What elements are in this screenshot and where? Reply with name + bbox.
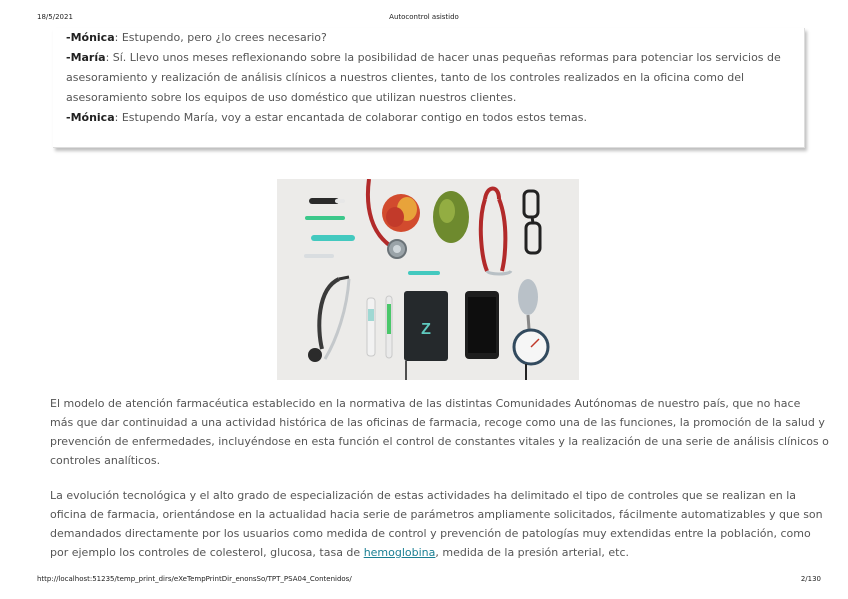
paragraph-line: oficina de farmacia, orientándose en la actualidad hacia serie de parámetros ampliamente solicitados, fácilmente automatizables y que son (50, 508, 823, 521)
svg-text:Z: Z (421, 321, 431, 338)
print-footer (0, 575, 848, 587)
paragraph-evolucion-tecnologica (50, 486, 823, 562)
hemoglobina-link[interactable]: hemoglobina (363, 546, 436, 559)
paragraph-line: La evolución tecnológica y el alto grado de especialización de estas actividades ha delimitado el tipo de controles que se realizan en la (50, 489, 796, 502)
dialog-text: : Sí. Llevo unos meses reflexionando sobre la posibilidad de hacer unas pequeñas reformas para potenciar los servicios de (105, 51, 781, 64)
dialog-text: asesoramiento sobre los equipos de uso doméstico que utilizan nuestros clientes. (66, 91, 517, 104)
speaker: -Mónica (66, 111, 115, 124)
dialog-line (66, 28, 327, 47)
dialog-line (66, 48, 781, 67)
paragraph-text: , medida de la presión arterial, etc. (435, 546, 630, 559)
print-page-title: Autocontrol asistido (389, 13, 459, 21)
dialog-line (66, 88, 516, 107)
smartphone-icon (465, 291, 499, 359)
dialog-line (66, 68, 744, 87)
dialog-box (53, 28, 805, 148)
medical-devices-photo (277, 179, 579, 380)
dialog-line (66, 108, 587, 127)
avocado-icon (433, 191, 469, 243)
speaker: -María (66, 51, 106, 64)
print-date: 18/5/2021 (37, 13, 73, 21)
dialog-text: : Estupendo María, voy a estar encantada de colaborar contigo en todos estos temas. (114, 111, 587, 124)
page-url: http://localhost:51235/temp_print_dirs/eXeTempPrintDir_enonsSo/TPT_PSA04_Contenidos/ (37, 575, 352, 583)
page-number: 2/130 (800, 575, 821, 583)
paragraph-line: más que dar continuidad a una actividad histórica de las oficinas de farmacia, recoge como una de las funciones, la promoción de la salud y (50, 416, 825, 429)
print-header (0, 13, 848, 25)
paragraph-line: El modelo de atención farmacéutica establecido en la normativa de las distintas Comunidades Autónomas de nuestro país, que no hace (50, 397, 801, 410)
paragraph-line (50, 543, 810, 562)
dialog-text: : Estupendo, pero ¿lo crees necesario? (114, 31, 327, 44)
speaker: -Mónica (66, 31, 115, 44)
paragraph-line: prevención de enfermedades, incluyéndose en esta función el control de constantes vitales y la realización de una serie de análisis clínicos o (50, 435, 829, 448)
paragraph-line: demandados directamente por los usuarios como medida de control y prevención de patologías muy extendidas entre la población, como (50, 527, 811, 540)
dialog-text: asesoramiento y realización de análisis clínicos a nuestros clientes, tanto de los controles realizados en la oficina como del (66, 71, 745, 84)
paragraph-text: por ejemplo los controles de colesterol, glucosa, tasa de (50, 546, 364, 559)
paragraph-line: controles analíticos. (50, 454, 161, 467)
paragraph-atencion-farmaceutica (50, 394, 829, 470)
apple-icon (382, 194, 420, 232)
